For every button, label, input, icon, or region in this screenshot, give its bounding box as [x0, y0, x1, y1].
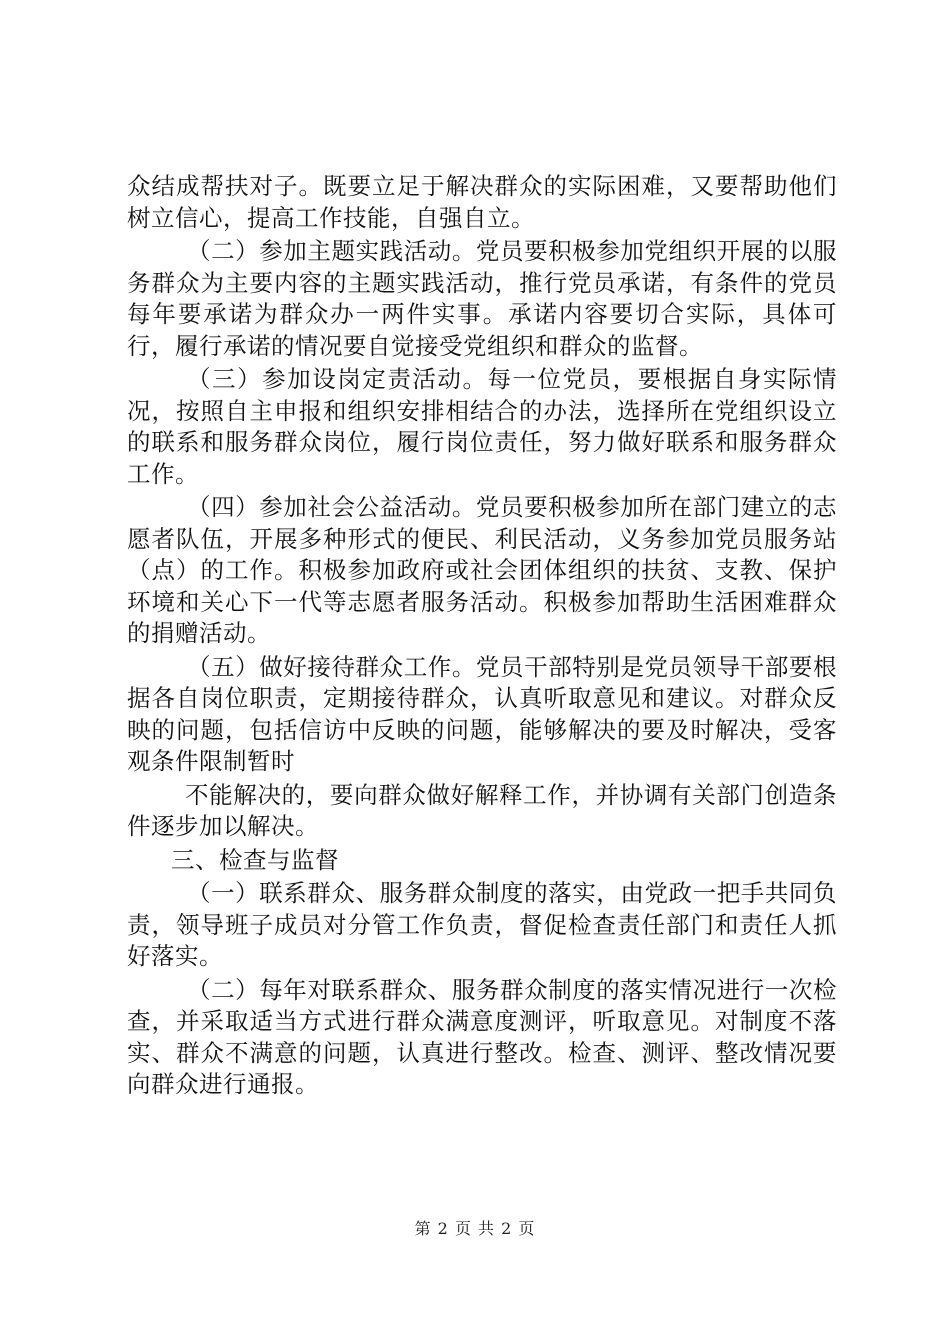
section-heading: 三、检查与监督: [171, 845, 339, 874]
paragraph-8: （二）每年对联系群众、服务群众制度的落实情况进行一次检查，并采取适当方式进行群众满意度测评，听取意见。对制度不落实、群众不满意的问题，认真进行整改。检查、测评、整改情况要向群众进行通报。: [127, 975, 837, 1098]
paragraph-4: （四）参加社会公益活动。党员要积极参加所在部门建立的志愿者队伍，开展多种形式的便民、利民活动，义务参加党员服务站（点）的工作。积极参加政府或社会团体组织的扶贫、支教、保护环境和关心下一代等志愿者服务活动。积极参加帮助生活困难群众的捐赠活动。: [127, 493, 837, 647]
paragraph-6: 不能解决的，要向群众做好解释工作，并协调有关部门创造条件逐步加以解决。: [127, 780, 837, 840]
paragraph-2: （二）参加主题实践活动。党员要积极参加党组织开展的以服务群众为主要内容的主题实践活动，推行党员承诺，有条件的党员每年要承诺为群众办一两件实事。承诺内容要切合实际，具体可行，履行承诺的情况要自觉接受党组织和群众的监督。: [127, 237, 837, 360]
document-body: [127, 171, 837, 1103]
paragraph-5: （五）做好接待群众工作。党员干部特别是党员领导干部要根据各自岗位职责，定期接待群众，认真听取意见和建议。对群众反映的问题，包括信访中反映的问题，能够解决的要及时解决，受客观条件限制暂时: [127, 652, 837, 775]
paragraph-3: （三）参加设岗定责活动。每一位党员，要根据自身实际情况，按照自主申报和组织安排相结合的办法，选择所在党组织设立的联系和服务群众岗位，履行岗位责任，努力做好联系和服务群众工作。: [127, 365, 837, 488]
paragraph-7: （一）联系群众、服务群众制度的落实，由党政一把手共同负责，领导班子成员对分管工作负责，督促检查责任部门和责任人抓好落实。: [127, 879, 837, 970]
paragraph-1: 众结成帮扶对子。既要立足于解决群众的实际困难，又要帮助他们树立信心，提高工作技能，自强自立。: [127, 172, 837, 232]
page-number-footer: 第 2 页 共 2 页: [414, 1219, 536, 1238]
